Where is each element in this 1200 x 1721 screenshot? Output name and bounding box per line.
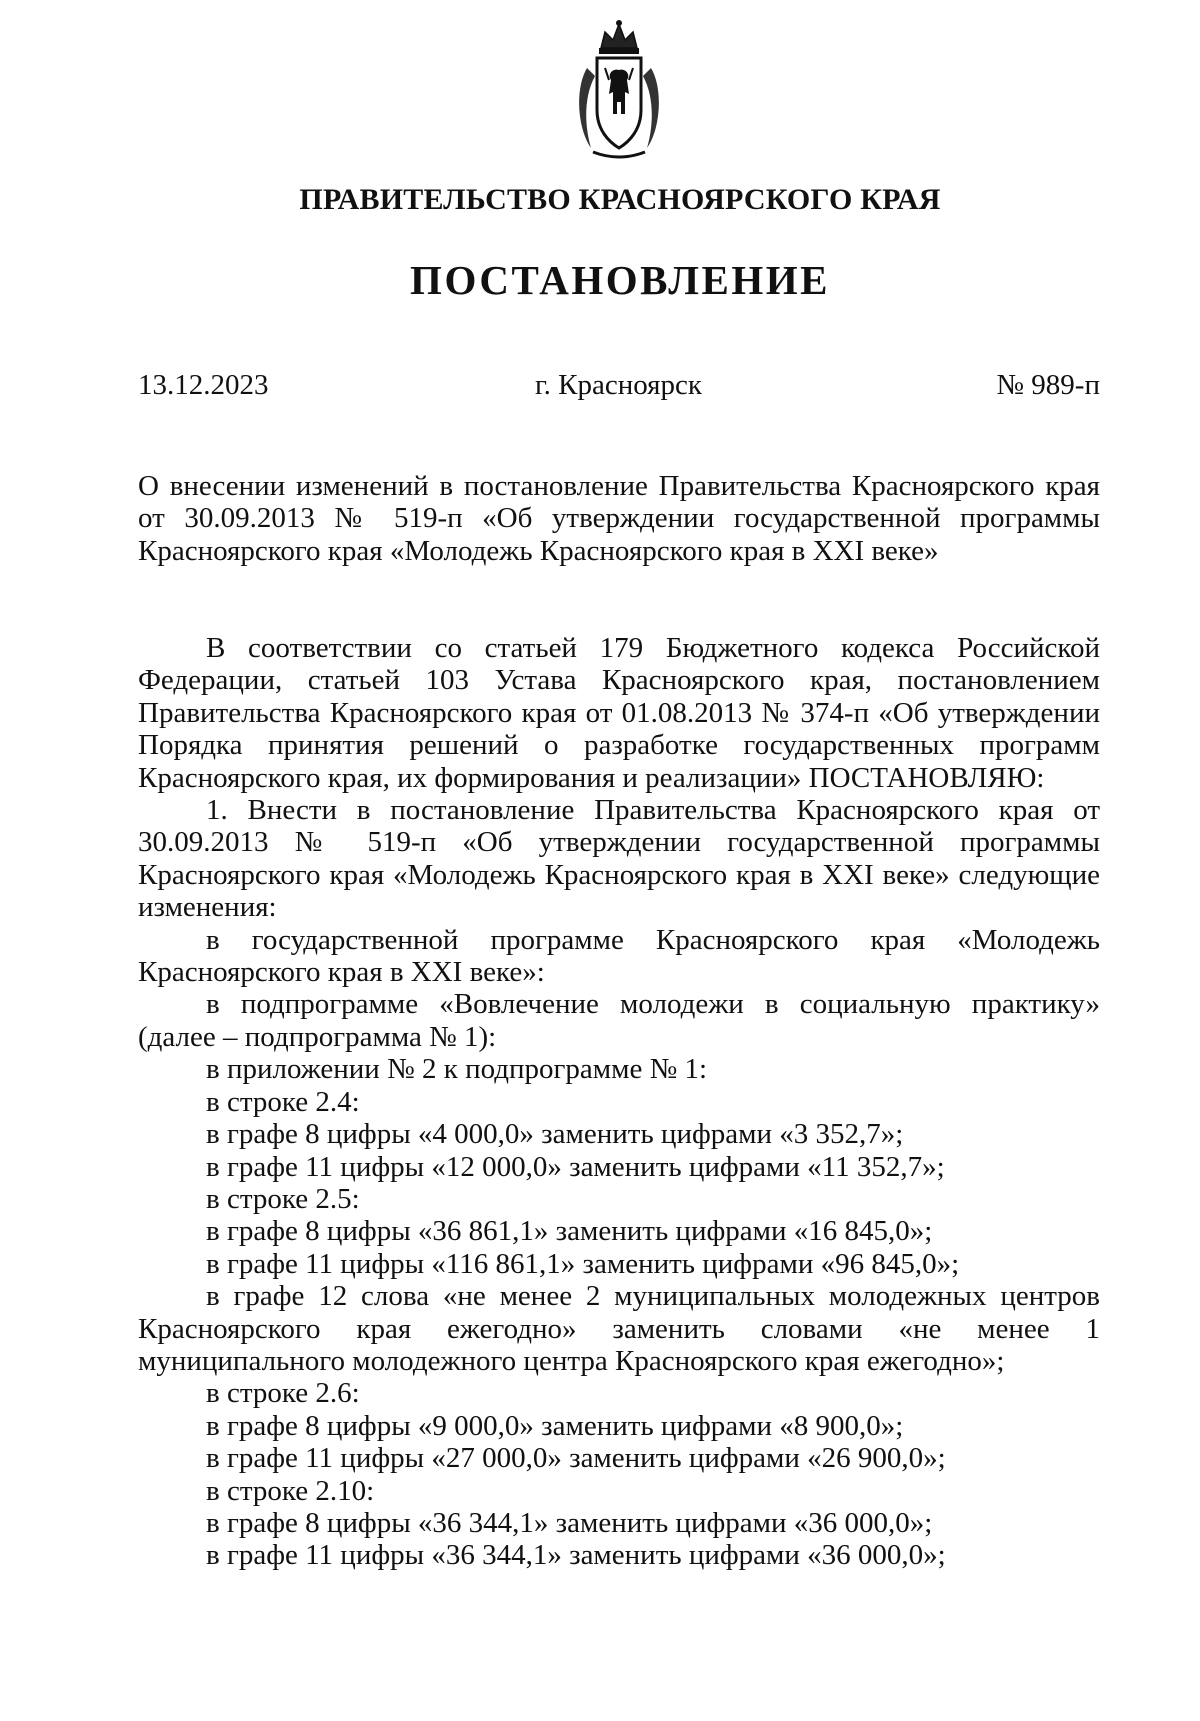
body-paragraph: в графе 8 цифры «9 000,0» заменить цифрами «8 900,0»; — [206, 1409, 904, 1442]
body-paragraph: в графе 11 цифры «36 344,1» заменить цифрами «36 000,0»; — [206, 1539, 946, 1572]
body-paragraph: в приложении № 2 к подпрограмме № 1: — [206, 1053, 708, 1086]
body-paragraph: 1. Внести в постановление Правительства Красноярского края от 30.09.2013 № 519-п «Об утверждении государственной программы Красноярского края «Молодежь Красноярского края в XXI веке» следующие изменения: — [138, 794, 1100, 924]
body-paragraph: в строке 2.4: — [206, 1085, 360, 1118]
body-paragraph: в строке 2.5: — [206, 1182, 360, 1215]
body-paragraph: в строке 2.6: — [206, 1377, 360, 1410]
krasnoyarsk-coat-of-arms-icon — [571, 18, 667, 162]
body-paragraph: в графе 8 цифры «36 861,1» заменить цифрами «16 845,0»; — [206, 1215, 933, 1248]
body-paragraph: в государственной программе Красноярского края «Молодежь Красноярского края в XXI веке»: — [138, 923, 1100, 989]
body-paragraph: в графе 12 слова «не менее 2 муниципальных молодежных центров Красноярского края ежегодно» заменить словами «не менее 1 муниципального молодежного центра Красноярского края ежегодно»; — [138, 1280, 1100, 1377]
body-paragraph: в подпрограмме «Вовлечение молодежи в социальную практику» (далее – подпрограмма № 1): — [138, 988, 1100, 1053]
document-subject: О внесении изменений в постановление Правительства Красноярского края от 30.09.2013 № 519-п «Об утверждении государственной программы Красноярского края «Молодежь Красноярского края в XXI веке» — [138, 470, 1100, 567]
body-paragraph: в графе 8 цифры «4 000,0» заменить цифрами «3 352,7»; — [206, 1118, 904, 1151]
body-paragraph: в графе 8 цифры «36 344,1» заменить цифрами «36 000,0»; — [206, 1506, 933, 1539]
body-paragraph: В соответствии со статьей 179 Бюджетного кодекса Российской Федерации, статьей 103 Устава Красноярского края, постановлением Правительства Красноярского края от 01.08.2013 № 374-п «Об утверждении Порядка принятия решений о разработке государственных программ Красноярского края, их формирования и реализации» ПОСТАНОВЛЯЮ: — [138, 632, 1100, 794]
document-date: 13.12.2023 — [138, 369, 269, 401]
document-type-title: ПОСТАНОВЛЕНИЕ — [410, 257, 830, 303]
document-city: г. Красноярск — [535, 369, 702, 401]
body-paragraph: в строке 2.10: — [206, 1474, 375, 1507]
body-paragraph: в графе 11 цифры «116 861,1» заменить цифрами «96 845,0»; — [206, 1247, 960, 1280]
document-body — [138, 632, 1100, 1572]
organization-title: ПРАВИТЕЛЬСТВО КРАСНОЯРСКОГО КРАЯ — [299, 183, 941, 216]
document-number: № 989-п — [996, 369, 1100, 401]
body-paragraph: в графе 11 цифры «12 000,0» заменить цифрами «11 352,7»; — [206, 1150, 945, 1183]
body-paragraph: в графе 11 цифры «27 000,0» заменить цифрами «26 900,0»; — [206, 1442, 946, 1475]
